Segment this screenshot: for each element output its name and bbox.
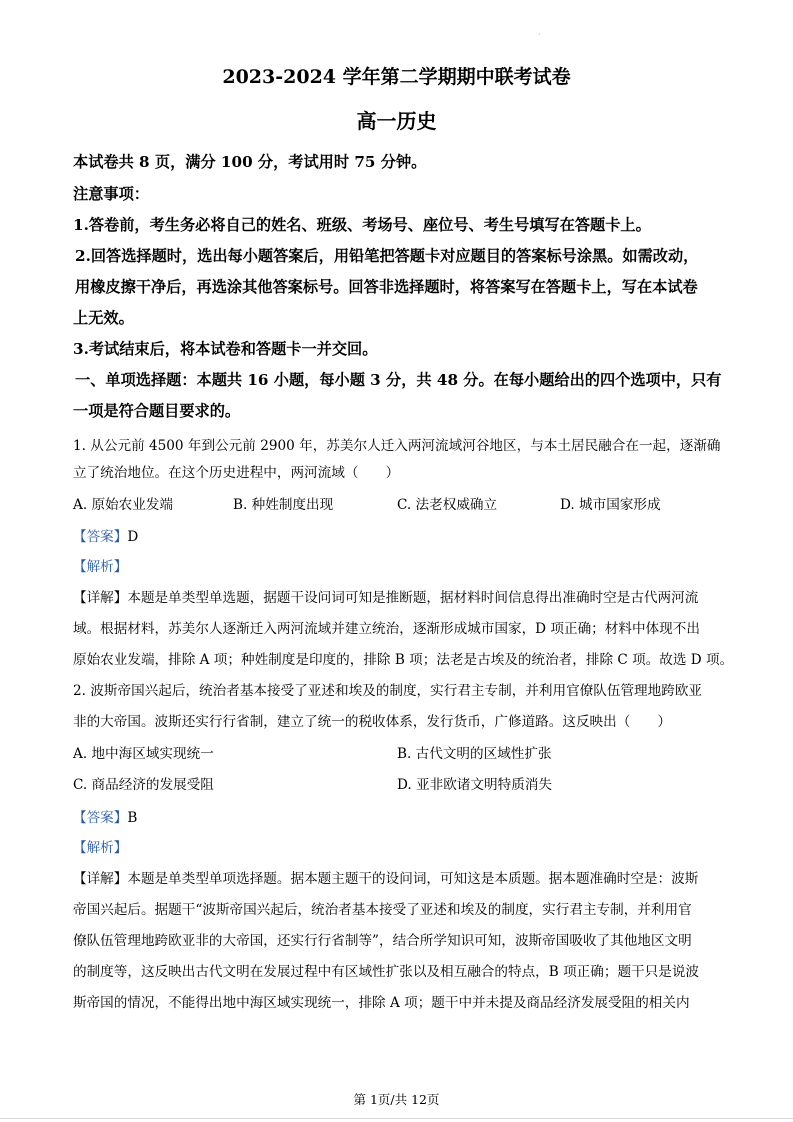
q2-option-c: C. 商品经济的发展受阻 bbox=[73, 777, 214, 793]
q2-detail-line2: 帝国兴起后。据题干“波斯帝国兴起后，统治者基本接受了亚述和埃及的制度，实行君主专制，并利用官 bbox=[73, 902, 692, 918]
q2-detail-tag: 【详解】 bbox=[73, 871, 128, 887]
q2-stem-line1: 2. 波斯帝国兴起后，统治者基本接受了亚述和埃及的制度，实行君主专制，并利用官僚队伍管理地跨欧亚 bbox=[73, 683, 703, 699]
exam-summary: 本试卷共 8 页，满分 100 分，考试用时 75 分钟。 bbox=[73, 153, 427, 171]
q2-detail-line1 bbox=[73, 867, 698, 887]
q1-answer-tag: 【答案】 bbox=[73, 529, 128, 545]
q1-option-d: D. 城市国家形成 bbox=[560, 497, 661, 513]
subject-title: 高一历史 bbox=[356, 109, 437, 133]
q1-option-a: A. 原始农业发端 bbox=[73, 497, 174, 513]
notice-item-3: 3.考试结束后，将本试卷和答题卡一并交回。 bbox=[73, 340, 378, 358]
q2-stem-line2: 非的大帝国。波斯还实行行省制，建立了统一的税收体系，发行货币，广修道路。这反映出（ ） bbox=[73, 714, 672, 730]
q1-stem-line1: 1. 从公元前 4500 年到公元前 2900 年，苏美尔人迁入两河流域河谷地区，与本土居民融合在一起，逐渐确 bbox=[73, 438, 721, 454]
q1-detail-text1: 本题是单类型单选题，据题干设问词可知是推断题，据材料时间信息得出准确时空是古代两河流 bbox=[127, 590, 699, 606]
q2-detail-text1: 本题是单类型单项选择题。据本题主题干的设问词，可知这是本质题。据本题准确时空是：波斯 bbox=[127, 871, 699, 887]
section-heading-line1: 一、单项选择题：本题共 16 小题，每小题 3 分，共 48 分。在每小题给出的四个选项中，只有 bbox=[75, 371, 722, 389]
q1-detail-line2: 域。根据材料，苏美尔人逐渐迁入两河流域并建立统治，逐渐形成城市国家，D 项正确；材料中体现不出 bbox=[73, 621, 700, 637]
q1-option-b: B. 种姓制度出现 bbox=[233, 497, 334, 513]
q2-answer-tag: 【答案】 bbox=[73, 810, 128, 826]
q2-option-a: A. 地中海区域实现统一 bbox=[73, 746, 214, 762]
notice-item-1: 1.答卷前，考生务必将自己的姓名、班级、考场号、座位号、考生号填写在答题卡上。 bbox=[73, 216, 651, 234]
q1-detail-line3: 原始农业发端，排除 A 项；种姓制度是印度的，排除 B 项；法老是古埃及的统治者，排除 C 项。故选 D 项。 bbox=[73, 652, 734, 668]
q1-answer-value: D bbox=[127, 529, 139, 545]
q1-stem-line2: 立了统治地位。在这个历史进程中，两河流域（ ） bbox=[73, 465, 400, 481]
q1-detail-line1 bbox=[73, 586, 698, 606]
q1-answer bbox=[73, 525, 138, 545]
q2-answer-value: B bbox=[127, 810, 138, 826]
q2-detail-line3: 僚队伍管理地跨欧亚非的大帝国，还实行行省制等”，结合所学知识可知，波斯帝国吸收了其他地区文明 bbox=[73, 933, 692, 949]
footer-divider bbox=[0, 1118, 793, 1119]
q2-option-d: D. 亚非欧诸文明特质消失 bbox=[397, 777, 552, 793]
q1-detail-tag: 【详解】 bbox=[73, 590, 128, 606]
scan-dot: · bbox=[538, 30, 541, 39]
exam-title: 2023-2024 学年第二学期期中联考试卷 bbox=[222, 66, 571, 88]
q2-answer bbox=[73, 806, 137, 826]
notice-item-2-line1: 2.回答选择题时，选出每小题答案后，用铅笔把答题卡对应题目的答案标号涂黑。如需改动， bbox=[75, 247, 699, 265]
q1-option-c: C. 法老权威确立 bbox=[397, 497, 498, 513]
section-heading-line2: 一项是符合题目要求的。 bbox=[73, 402, 241, 420]
q2-analysis-tag: 【解析】 bbox=[73, 840, 128, 856]
notice-item-2-line3: 上无效。 bbox=[73, 309, 134, 327]
notice-item-2-line2: 用橡皮擦干净后，再选涂其他答案标号。回答非选择题时，将答案写在答题卡上，写在本试卷 bbox=[75, 278, 698, 296]
q2-option-b: B. 古代文明的区域性扩张 bbox=[397, 746, 552, 762]
q1-analysis-tag: 【解析】 bbox=[73, 559, 128, 575]
q2-detail-line5: 斯帝国的情况，不能得出地中海区域实现统一，排除 A 项；题干中并未提及商品经济发展受阻的相关内 bbox=[73, 995, 690, 1011]
q2-detail-line4: 的制度等，这反映出古代文明在发展过程中有区域性扩张以及相互融合的特点，B 项正确；题干只是说波 bbox=[73, 964, 700, 980]
page-number: 第 1页/共 12页 bbox=[353, 1092, 440, 1107]
notice-heading: 注意事项： bbox=[73, 185, 149, 203]
